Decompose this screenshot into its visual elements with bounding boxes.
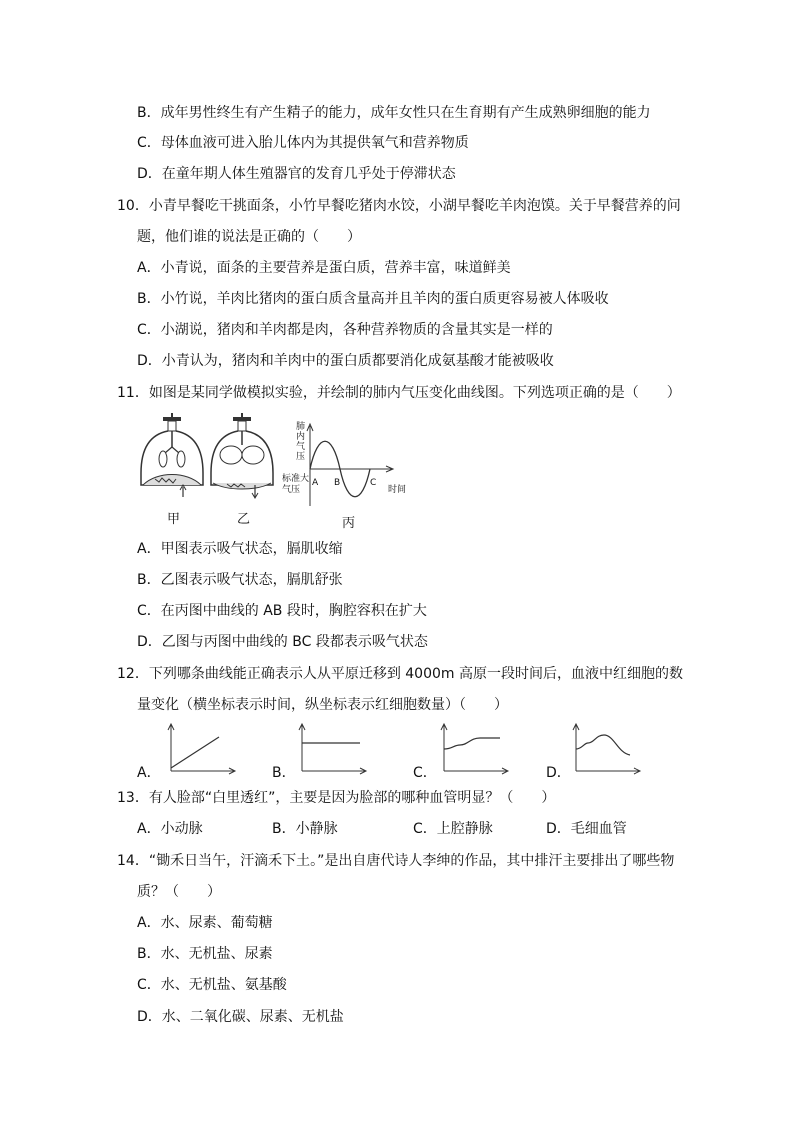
q12-graph-b [298, 723, 370, 779]
q9-option-c: C．母体血液可进入胎儿体内为其提供氧气和营养物质 [137, 135, 469, 151]
q10-option-c: C．小湖说，猪肉和羊肉都是肉，各种营养物质的含量其实是一样的 [137, 322, 553, 338]
q10-option-a: A．小青说，面条的主要营养是蛋白质，营养丰富，味道鲜美 [137, 260, 511, 276]
q12-option-d-label: D． [546, 765, 571, 781]
q14-option-d: D．水、二氧化碳、尿素、无机盐 [137, 1009, 344, 1025]
q9-option-d: D．在童年期人体生殖器官的发育几乎处于停滞状态 [137, 166, 456, 182]
q11-option-d: D．乙图与丙图中曲线的 BC 段都表示吸气状态 [137, 634, 428, 650]
q13-option-a: A．小动脉 [137, 821, 203, 837]
q14-option-a: A．水、尿素、葡萄糖 [137, 915, 273, 931]
q12-stem-line1: 12．下列哪条曲线能正确表示人从平原迁移到 4000m 高原一段时间后，血液中红细胞的数 [117, 666, 683, 682]
q11-option-a: A．甲图表示吸气状态，膈肌收缩 [137, 541, 343, 557]
q12-graph-d [572, 723, 644, 779]
q12-option-a-label: A． [137, 765, 161, 781]
q9-option-b: B．成年男性终生有产生精子的能力，成年女性只在生育期有产生成熟卵细胞的能力 [137, 105, 651, 121]
q12-graph-c [440, 723, 512, 779]
q10-stem-line2: 题，他们谁的说法是正确的（ ） [137, 229, 361, 245]
q13-option-d: D．毛细血管 [546, 821, 627, 837]
q12-stem-line2: 量变化（横坐标表示时间，纵坐标表示红细胞数量）（ ） [137, 697, 508, 713]
q10-option-d: D．小青认为，猪肉和羊肉中的蛋白质都要消化成氨基酸才能被吸收 [137, 353, 554, 369]
lung-pressure-graph-bing [282, 422, 412, 531]
q14-stem-line2: 质？（ ） [137, 884, 221, 900]
graph-ylabel-char: 气 [296, 442, 306, 452]
graph-ylabel-char: 内 [296, 432, 306, 442]
graph-ylabel-char: 肺 [296, 422, 306, 432]
q13-option-c: C．上腔静脉 [413, 821, 493, 837]
graph-point-c: C [370, 478, 377, 488]
graph-xlabel: 时间 [388, 485, 407, 495]
q14-option-b: B．水、无机盐、尿素 [137, 946, 273, 962]
graph-point-b: B [334, 478, 341, 488]
graph-baseline-label: 标准大 [282, 474, 310, 484]
q14-stem-line1: 14．“锄禾日当午，汗滴禾下土。”是出自唐代诗人李绅的作品，其中排汗主要排出了哪些物 [117, 853, 675, 869]
figure-label-jia: 甲 [167, 512, 181, 527]
q12-option-c-label: C． [413, 765, 437, 781]
q10-stem-line1: 10．小青早餐吃干挑面条，小竹早餐吃猪肉水饺，小湖早餐吃羊肉泡馍。关于早餐营养的问 [117, 198, 681, 214]
q13-option-b: B．小静脉 [272, 821, 338, 837]
q13-stem: 13．有人脸部“白里透红”，主要是因为脸部的哪种血管明显？（ ） [117, 790, 556, 806]
q11-option-b: B．乙图表示吸气状态，膈肌舒张 [137, 572, 343, 588]
q11-stem: 11．如图是某同学做模拟实验，并绘制的肺内气压变化曲线图。下列选项正确的是（ ） [117, 385, 681, 401]
q14-option-c: C．水、无机盐、氨基酸 [137, 977, 287, 993]
graph-point-a: A [312, 478, 319, 488]
graph-ylabel-char: 压 [296, 452, 306, 462]
q12-graph-a [167, 723, 239, 779]
figure-label-yi: 乙 [237, 512, 251, 527]
figure-label-bing: 丙 [342, 516, 356, 531]
graph-baseline-label: 气压 [282, 485, 301, 495]
q11-option-c: C．在丙图中曲线的 AB 段时，胸腔容积在扩大 [137, 603, 427, 619]
bell-jar-figure-yi [207, 413, 279, 525]
q10-option-b: B．小竹说，羊肉比猪肉的蛋白质含量高并且羊肉的蛋白质更容易被人体吸收 [137, 291, 609, 307]
bell-jar-figure-jia [137, 413, 209, 525]
q12-option-b-label: B． [272, 765, 296, 781]
